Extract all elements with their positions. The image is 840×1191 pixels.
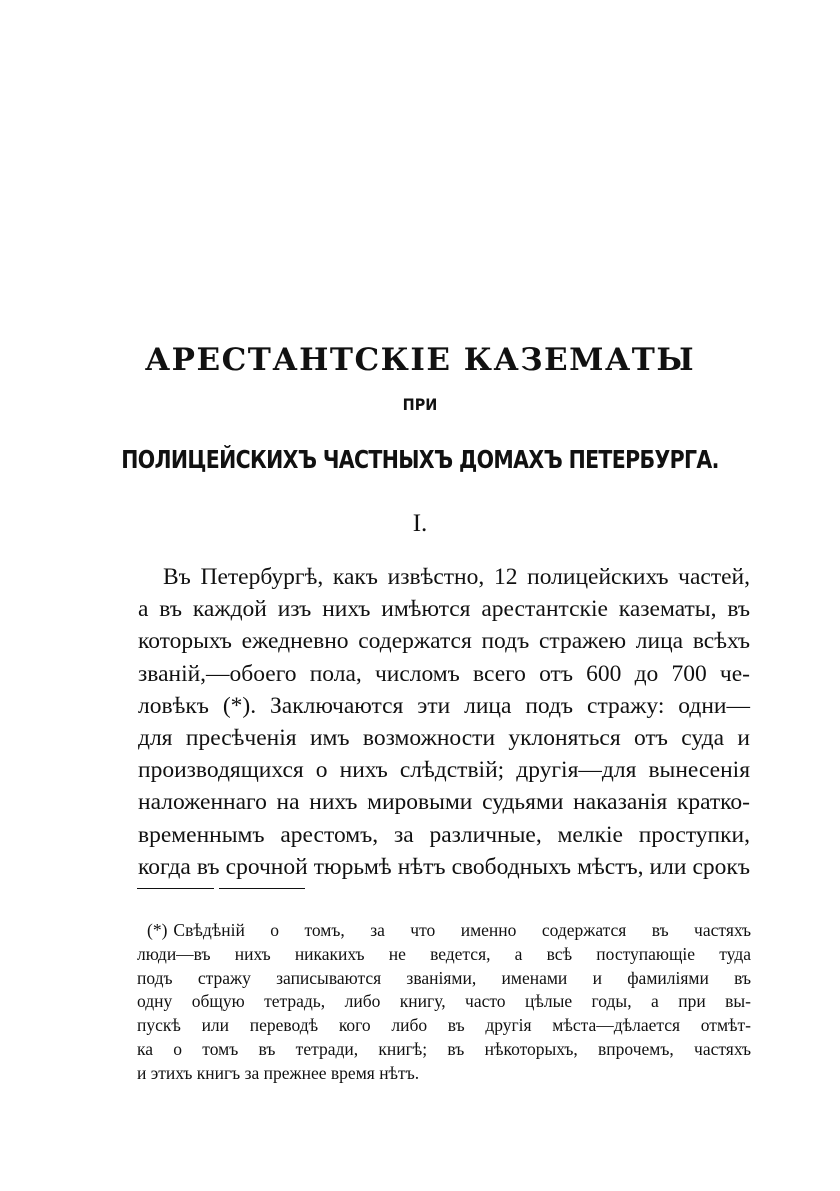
page-title: АРЕСТАНТСКІЕ КАЗЕМАТЫ	[144, 342, 696, 378]
text-line: производящихся о нихъ слѣдствій; другія—для вынесенія	[138, 757, 750, 784]
footnote-line: одну общую тетрадь, либо книгу, часто цѣлые годы, а при вы-	[137, 991, 751, 1012]
footnote-line: и этихъ книгъ за прежнее время нѣтъ.	[137, 1062, 420, 1083]
footnote-separator	[137, 888, 305, 890]
footnote-line: ка о томъ въ тетради, книгѣ; въ нѣкоторыхъ, впрочемъ, частяхъ	[137, 1038, 751, 1059]
footnote-line: подъ стражу записываются званіями, именами и фамиліями въ	[137, 967, 751, 988]
title-connector: ПРИ	[402, 395, 438, 414]
text-line: ловѣкъ (*). Заключаются эти лица подъ стражу: одни—	[138, 692, 750, 719]
text-line: временнымъ арестомъ, за различные, мелкіе проступки,	[138, 821, 750, 848]
text-line: для пресѣченія имъ возможности уклоняться отъ суда и	[138, 724, 750, 751]
main-text	[138, 561, 750, 883]
text-line: званій,—обоего пола, числомъ всего отъ 600 до 700 че-	[138, 660, 750, 687]
footnote	[137, 919, 751, 1086]
text-line: Въ Петербургѣ, какъ извѣстно, 12 полицейскихъ частей,	[163, 564, 750, 590]
separator-rule-left	[137, 888, 214, 889]
page-title-second-line: ПОЛИЦЕЙСКИХЪ ЧАСТНЫХЪ ДОМАХЪ ПЕТЕРБУРГА.	[121, 445, 719, 474]
footnote-marker: (*)	[147, 920, 168, 940]
text-line: а въ каждой изъ нихъ имѣются арестантскіе казематы, въ	[138, 596, 750, 623]
footnote-line-text: Свѣдѣній о томъ, за что именно содержатся въ частяхъ	[173, 920, 751, 940]
footnote-line: пускѣ или переводѣ кого либо въ другія мѣста—дѣлается отмѣт-	[137, 1015, 751, 1036]
separator-rule-right	[219, 888, 305, 889]
text-line: наложеннаго на нихъ мировыми судьями наказанія кратко-	[138, 789, 750, 816]
footnote-line	[137, 919, 751, 943]
text-line: когда въ срочной тюрьмѣ нѣтъ свободныхъ мѣстъ, или срокъ	[138, 853, 750, 880]
section-number: I.	[412, 510, 428, 537]
text-line: которыхъ ежедневно содержатся подъ стражею лица всѣхъ	[138, 628, 750, 655]
footnote-line: люди—въ нихъ никакихъ не ведется, а всѣ поступающіе туда	[137, 943, 751, 964]
